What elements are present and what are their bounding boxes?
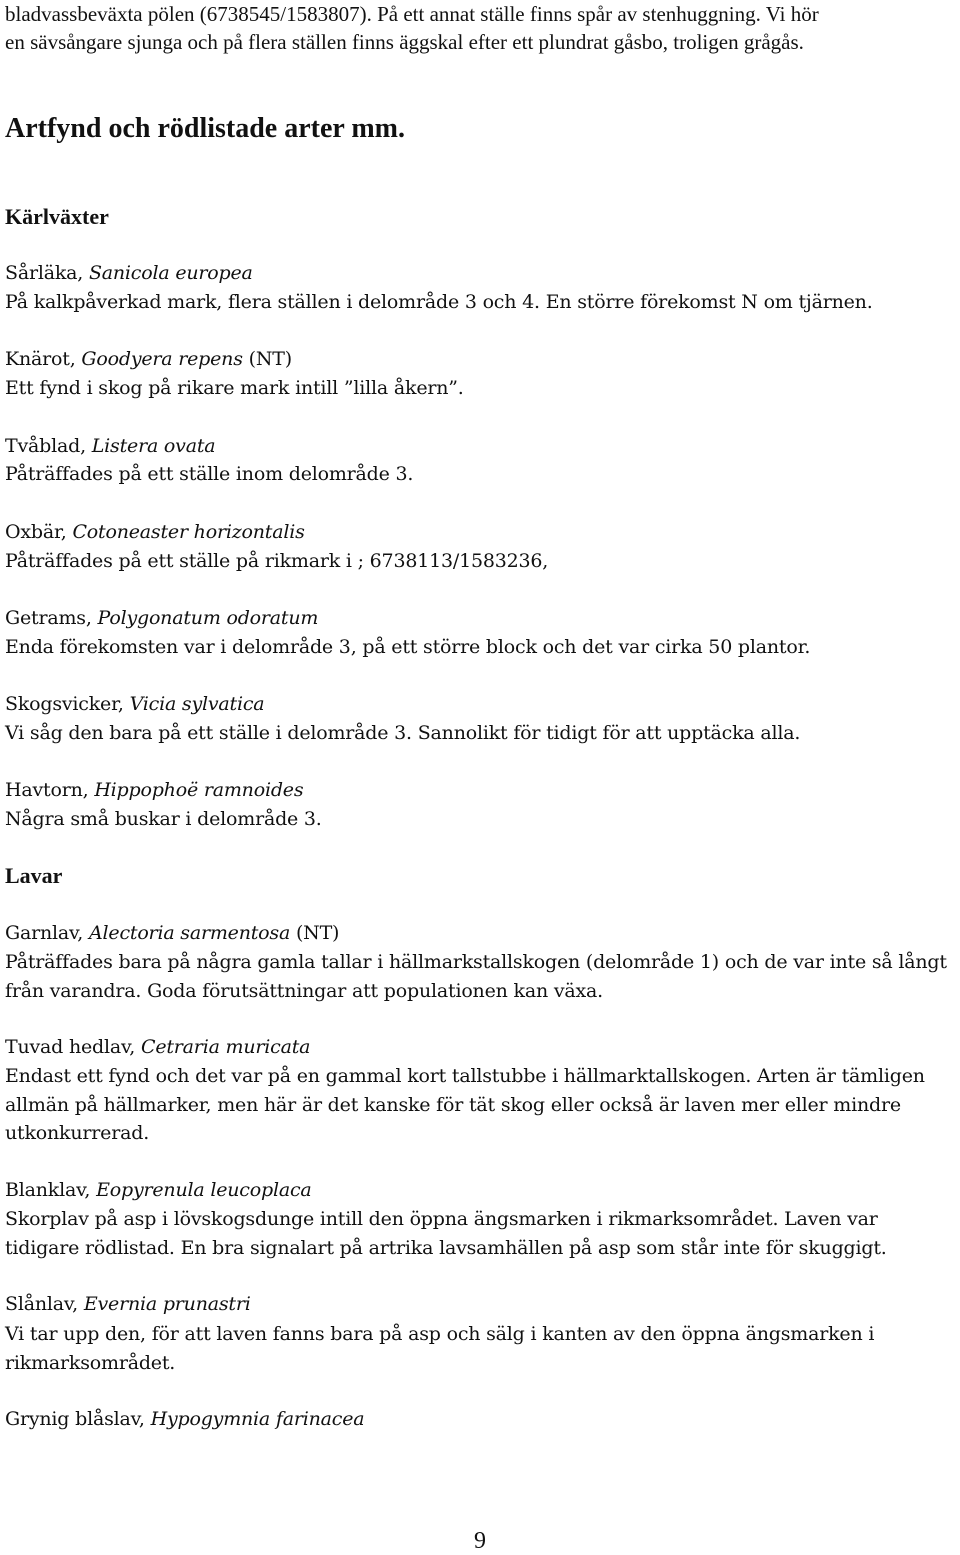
scientific-name: Listera ovata	[91, 435, 216, 457]
species-description: Enda förekomsten var i delområde 3, på ett större block och det var cirka 50 plantor.	[5, 636, 811, 658]
common-name: Havtorn,	[5, 779, 95, 801]
species-description: Påträffades bara på några gamla tallar i hällmarkstallskogen (delområde 1) och de var inte så långt från varandra. Goda förutsättningar att populationen kan växa.	[5, 951, 947, 1002]
intro-line-1: bladvassbeväxta pölen (6738545/1583807). På ett annat ställe finns spår av stenhuggning. Vi hör	[5, 2, 819, 26]
common-name: Tuvad hedlav,	[5, 1036, 141, 1058]
species-title	[5, 693, 264, 715]
heading-lavar: Lavar	[5, 863, 63, 888]
species-title	[5, 607, 318, 629]
species-description: På kalkpåverkad mark, flera ställen i delområde 3 och 4. En större förekomst N om tjärnen.	[5, 291, 873, 313]
species-title	[5, 1408, 364, 1430]
scientific-name: Alectoria sarmentosa	[89, 922, 291, 944]
species-title	[5, 1293, 251, 1315]
species-description: Några små buskar i delområde 3.	[5, 808, 322, 830]
common-name: Knärot,	[5, 348, 82, 370]
common-name: Garnlav,	[5, 922, 89, 944]
scientific-name: Vicia sylvatica	[129, 693, 265, 715]
scientific-name: Polygonatum odoratum	[97, 607, 319, 629]
species-title	[5, 922, 339, 944]
common-name: Grynig blåslav,	[5, 1408, 151, 1430]
section-title: Artfynd och rödlistade arter mm.	[5, 113, 405, 144]
species-description: Påträffades på ett ställe inom delområde 3.	[5, 463, 414, 485]
common-name: Oxbär,	[5, 521, 73, 543]
species-title	[5, 521, 305, 543]
scientific-name: Cotoneaster horizontalis	[72, 521, 305, 543]
species-title	[5, 779, 303, 801]
species-title	[5, 1179, 312, 1201]
heading-karlvaxter: Kärlväxter	[5, 204, 109, 229]
scientific-name: Sanicola europea	[88, 262, 253, 284]
scientific-name: Goodyera repens	[81, 348, 243, 370]
scientific-name: Hippophoë ramnoides	[94, 779, 304, 801]
status: (NT)	[242, 348, 292, 370]
species-description: Vi såg den bara på ett ställe i delområde 3. Sannolikt för tidigt för att upptäcka alla.	[5, 722, 801, 744]
common-name: Slånlav,	[5, 1293, 84, 1315]
species-description: Ett fynd i skog på rikare mark intill ”lilla åkern”.	[5, 377, 464, 399]
status: (NT)	[290, 922, 340, 944]
species-description: Påträffades på ett ställe på rikmark i ; 6738113/1583236,	[5, 550, 549, 572]
species-title	[5, 262, 253, 284]
intro-line-2: en sävsångare sjunga och på flera ställen finns äggskal efter ett plundrat gåsbo, troligen grågås.	[5, 30, 804, 54]
species-title	[5, 435, 215, 457]
species-title	[5, 348, 292, 370]
common-name: Sårläka,	[5, 262, 89, 284]
species-title	[5, 1036, 310, 1058]
scientific-name: Hypogymnia farinacea	[150, 1408, 365, 1430]
species-description: Skorplav på asp i lövskogsdunge intill den öppna ängsmarken i rikmarksområdet. Laven var tidigare rödlistad. En bra signalart på artrika lavsamhällen på asp som står inte för skuggigt.	[5, 1208, 887, 1259]
page-number: 9	[474, 1528, 486, 1554]
common-name: Tvåblad,	[5, 435, 92, 457]
species-description: Endast ett fynd och det var på en gammal kort tallstubbe i hällmarktallskogen. Arten är tämligen allmän på hällmarker, men här är det kanske för tät skog eller också är laven mer eller mindre utkonkurrerad.	[5, 1065, 925, 1144]
scientific-name: Eopyrenula leucoplaca	[96, 1179, 312, 1201]
species-description: Vi tar upp den, för att laven fanns bara på asp och sälg i kanten av den öppna ängsmarken i rikmarksområdet.	[5, 1323, 875, 1374]
common-name: Blanklav,	[5, 1179, 97, 1201]
common-name: Skogsvicker,	[5, 693, 130, 715]
scientific-name: Evernia prunastri	[83, 1293, 251, 1315]
common-name: Getrams,	[5, 607, 98, 629]
scientific-name: Cetraria muricata	[140, 1036, 311, 1058]
